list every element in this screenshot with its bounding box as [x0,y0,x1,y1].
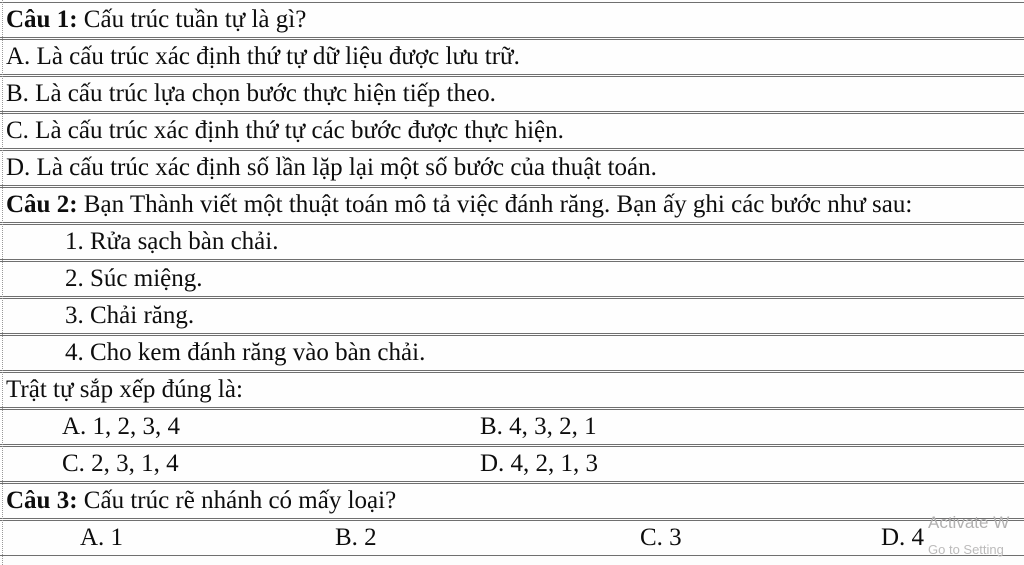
q2-step-3: 3. Chải răng. [65,302,195,329]
q2-step-2-row [0,261,1024,297]
question-3-label: Câu 3: [6,487,78,514]
q2-option-b: B. 4, 3, 2, 1 [480,413,597,440]
question-2-text: Bạn Thành viết một thuật toán mô tả việc đánh răng. Bạn ấy ghi các bước như sau: [77,191,913,218]
watermark-line-2: Go to Setting [928,542,1004,557]
q2-prompt-row [0,372,1024,408]
q2-step-1: 1. Rửa sạch bàn chải. [65,228,279,255]
q1-option-d: D. Là cấu trúc xác định số lần lặp lại một số bước của thuật toán. [6,154,657,181]
question-3-row [0,483,1024,519]
quiz-table [0,2,1024,557]
q1-option-c: C. Là cấu trúc xác định thứ tự các bước được thực hiện. [6,117,564,144]
q2-options-ab-row [0,409,1024,445]
q1-option-d-row [0,150,1024,186]
q3-option-a: A. 1 [80,524,124,551]
q2-prompt-text: Trật tự sắp xếp đúng là: [6,376,243,403]
q2-step-3-row [0,298,1024,334]
q1-option-a-row [0,39,1024,75]
q1-option-b: B. Là cấu trúc lựa chọn bước thực hiện tiếp theo. [6,80,496,107]
q2-step-4: 4. Cho kem đánh răng vào bàn chải. [65,339,426,366]
watermark-line-1: Activate W [928,513,1010,532]
q2-step-2: 2. Súc miệng. [65,265,203,292]
q2-options-cd-row [0,446,1024,482]
q3-options-row [0,520,1024,556]
question-1-text: Cấu trúc tuần tự là gì? [77,6,307,33]
q1-option-b-row [0,76,1024,112]
q1-option-c-row [0,113,1024,149]
q1-option-a: A. Là cấu trúc xác định thứ tự dữ liệu được lưu trữ. [6,43,520,70]
question-1-label: Câu 1: [6,6,78,33]
q3-option-c: C. 3 [640,524,682,551]
q3-option-d: D. 4 [881,524,925,551]
question-2-label: Câu 2: [6,191,78,218]
q2-option-d: D. 4, 2, 1, 3 [480,450,599,477]
question-1-row [0,2,1024,38]
q3-option-b: B. 2 [335,524,377,551]
q2-step-4-row [0,335,1024,371]
q2-option-c: C. 2, 3, 1, 4 [62,450,179,477]
question-2-row [0,187,1024,223]
q2-option-a: A. 1, 2, 3, 4 [62,413,181,440]
table-left-gridline [2,0,3,565]
question-3-text: Cấu trúc rẽ nhánh có mấy loại? [77,487,397,514]
q2-step-1-row [0,224,1024,260]
